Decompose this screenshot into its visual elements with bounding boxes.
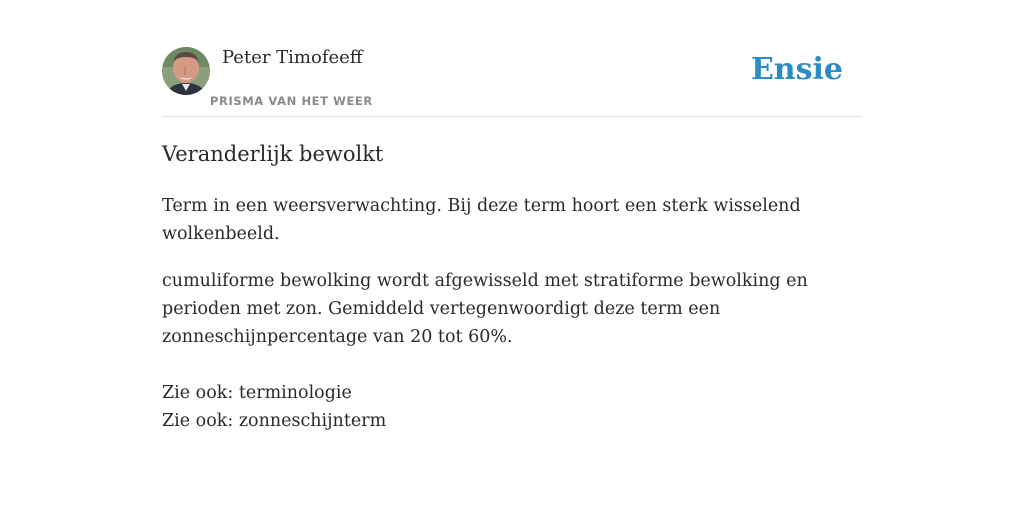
entry-header: [162, 42, 862, 117]
author-name[interactable]: Peter Timofeeff: [222, 47, 363, 68]
author-avatar[interactable]: [162, 47, 210, 95]
see-also-list: [162, 379, 822, 435]
see-also-item: [162, 379, 822, 407]
entry-description: cumuliforme bewolking wordt afgewisseld met stratiforme bewolking en perioden met zon. Gemiddeld vertegenwoordigt deze term een zonneschijnpercentage van 20 tot 60%.: [162, 271, 808, 347]
publication-name[interactable]: PRISMA VAN HET WEER: [210, 94, 373, 108]
entry-definition: Term in een weersverwachting. Bij deze term hoort een sterk wisselend wolkenbeeld.: [162, 196, 801, 244]
see-also-link-zonneschijnterm[interactable]: zonneschijnterm: [238, 411, 387, 431]
entry-title: Veranderlijk bewolkt: [162, 142, 384, 166]
see-also-link-terminologie[interactable]: terminologie: [238, 383, 352, 403]
see-also-prefix: Zie ook:: [162, 383, 239, 403]
see-also-prefix: Zie ook:: [162, 411, 239, 431]
entry-content: [162, 136, 822, 435]
see-also-item: [162, 407, 822, 435]
ensie-logo[interactable]: Ensie: [750, 52, 843, 87]
